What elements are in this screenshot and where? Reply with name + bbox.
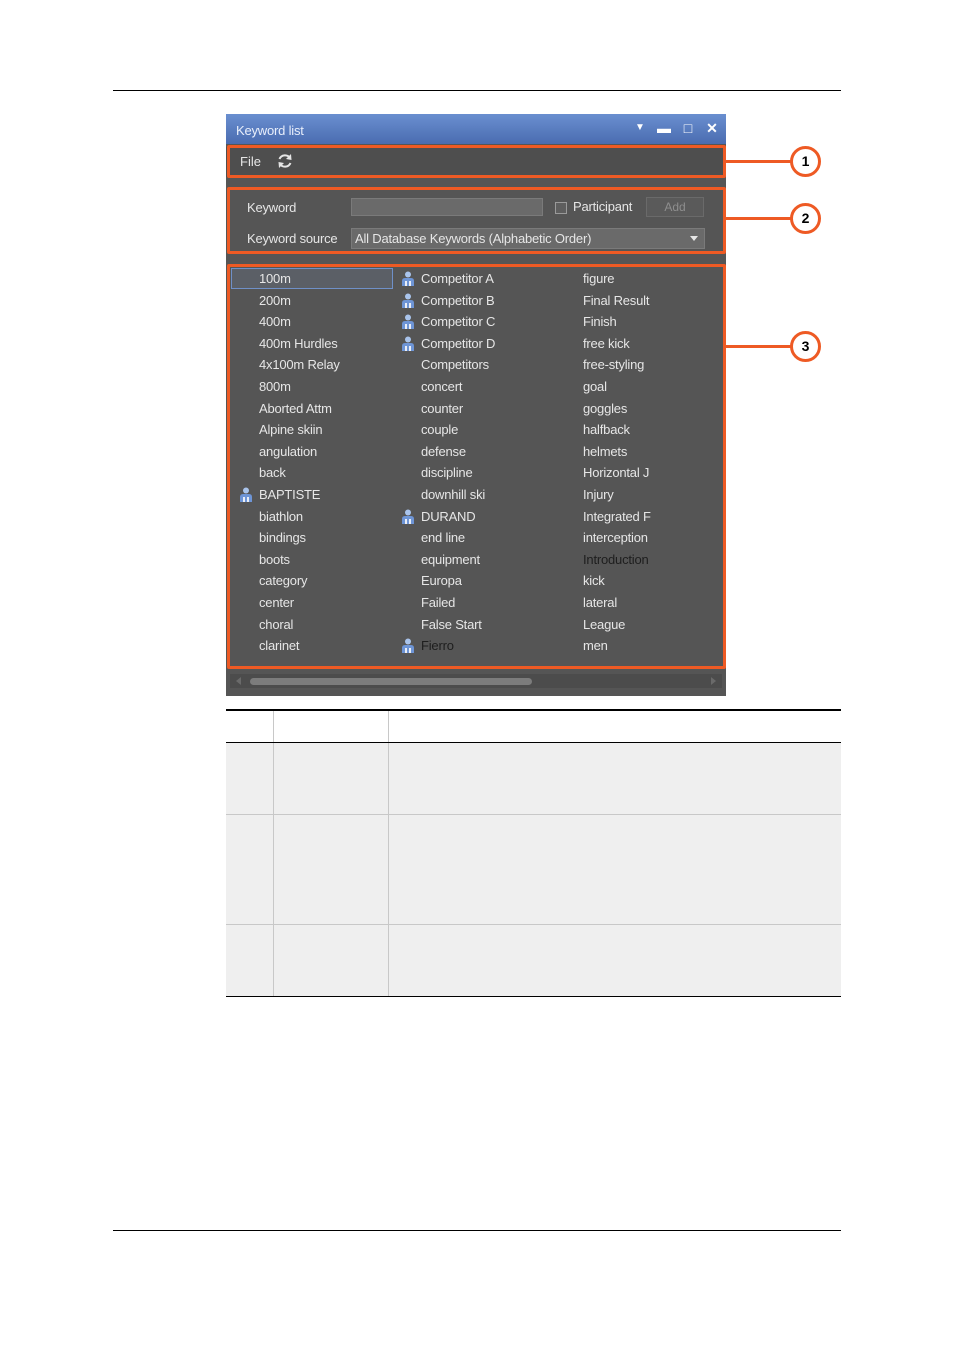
highlight-box-3 [227, 264, 726, 669]
scroll-left-icon[interactable] [236, 677, 241, 685]
list-item-label: end line [421, 530, 465, 546]
list-item-label: halfback [583, 422, 630, 438]
horizontal-scrollbar[interactable] [230, 674, 722, 688]
list-item-label: 4x100m Relay [259, 357, 340, 373]
list-item-label: Competitor D [421, 335, 496, 351]
keyword-label: Keyword [247, 200, 297, 215]
list-item-label: helmets [583, 443, 628, 459]
minimize-icon[interactable]: ▬ [657, 120, 671, 136]
close-icon[interactable]: ✕ [706, 120, 718, 136]
list-item-label: Introduction [583, 551, 649, 567]
list-item-label: Horizontal J [583, 465, 650, 481]
window-title: Keyword list [236, 123, 304, 138]
list-item-label: DURAND [421, 508, 476, 524]
list-item-label: angulation [259, 443, 317, 459]
highlight-box-1 [227, 145, 726, 178]
list-item-label: Final Result [583, 292, 650, 308]
participant-label: Participant [573, 199, 633, 214]
list-item-label: Competitor C [421, 314, 496, 330]
list-item-label: interception [583, 530, 648, 546]
list-item-label: Failed [421, 594, 456, 610]
list-item-label: figure [583, 271, 615, 286]
list-item-label: free-styling [583, 357, 645, 373]
callout-2: 2 [790, 203, 821, 234]
list-item-label: kick [583, 573, 605, 589]
file-menu[interactable]: File [240, 154, 261, 169]
list-item-label: Alpine skiin [259, 422, 323, 438]
list-item-label: BAPTISTE [259, 486, 321, 502]
callout-line-3 [725, 345, 791, 348]
callout-1: 1 [790, 146, 821, 177]
list-item-label: Europa [421, 573, 462, 589]
list-item-label: False Start [421, 616, 482, 632]
scrollbar-thumb[interactable] [250, 678, 532, 685]
list-item-label: center [259, 594, 294, 610]
scroll-right-icon[interactable] [711, 677, 716, 685]
callout-line-1 [725, 160, 791, 163]
list-item-label: discipline [421, 465, 473, 481]
table-row [226, 925, 841, 997]
list-item-label: equipment [421, 551, 480, 567]
list-item-label: Aborted Attm [259, 400, 332, 416]
list-item-label: Competitor B [421, 292, 495, 308]
list-item-label: Integrated F [583, 508, 651, 524]
table-row [226, 815, 841, 925]
description-table [226, 709, 841, 997]
list-item-label: biathlon [259, 508, 303, 524]
list-item-label: Competitors [421, 357, 489, 373]
list-item-label: back [259, 465, 286, 481]
list-item-label: concert [421, 378, 463, 394]
list-item-label: Competitor A [421, 271, 494, 286]
list-item-label: lateral [583, 594, 618, 610]
list-item-label: Finish [583, 314, 617, 330]
list-item-label: 800m [259, 378, 291, 394]
list-item-label: defense [421, 443, 466, 459]
list-item-label: free kick [583, 335, 630, 351]
list-item-label: bindings [259, 530, 306, 546]
list-item-label: choral [259, 616, 294, 632]
list-item-label: goggles [583, 400, 628, 416]
maximize-icon[interactable]: □ [683, 120, 693, 136]
list-item-label: 400m Hurdles [259, 335, 338, 351]
pin-icon[interactable]: ▼ [635, 122, 645, 133]
table-header-number [226, 710, 274, 743]
header-rule [113, 90, 841, 91]
footer-rule [113, 1230, 841, 1231]
keyword-source-label: Keyword source [247, 231, 338, 246]
list-item-label: couple [421, 422, 459, 438]
list-item-label: boots [259, 551, 290, 567]
list-item-label: 200m [259, 292, 291, 308]
list-item-label: goal [583, 378, 607, 394]
table-row [226, 743, 841, 815]
keyword-source-value: All Database Keywords (Alphabetic Order) [355, 231, 592, 246]
list-item-label: downhill ski [421, 486, 486, 502]
list-item-label: men [583, 638, 608, 654]
list-item-label: League [583, 616, 626, 632]
callout-3: 3 [790, 331, 821, 362]
list-item-label: 100m [259, 271, 291, 286]
list-item-label: category [259, 573, 308, 589]
table-header-description [389, 710, 842, 743]
add-button[interactable]: Add [646, 197, 704, 217]
title-bar [226, 114, 726, 144]
list-item-label: Injury [583, 486, 614, 502]
callout-line-2 [725, 217, 791, 220]
list-item-label: Fierro [421, 638, 454, 654]
highlight-box-2 [227, 187, 726, 254]
table-header-name [274, 710, 389, 743]
list-item-label: 400m [259, 314, 291, 330]
list-item-label: clarinet [259, 638, 300, 654]
list-item-label: counter [421, 400, 463, 416]
